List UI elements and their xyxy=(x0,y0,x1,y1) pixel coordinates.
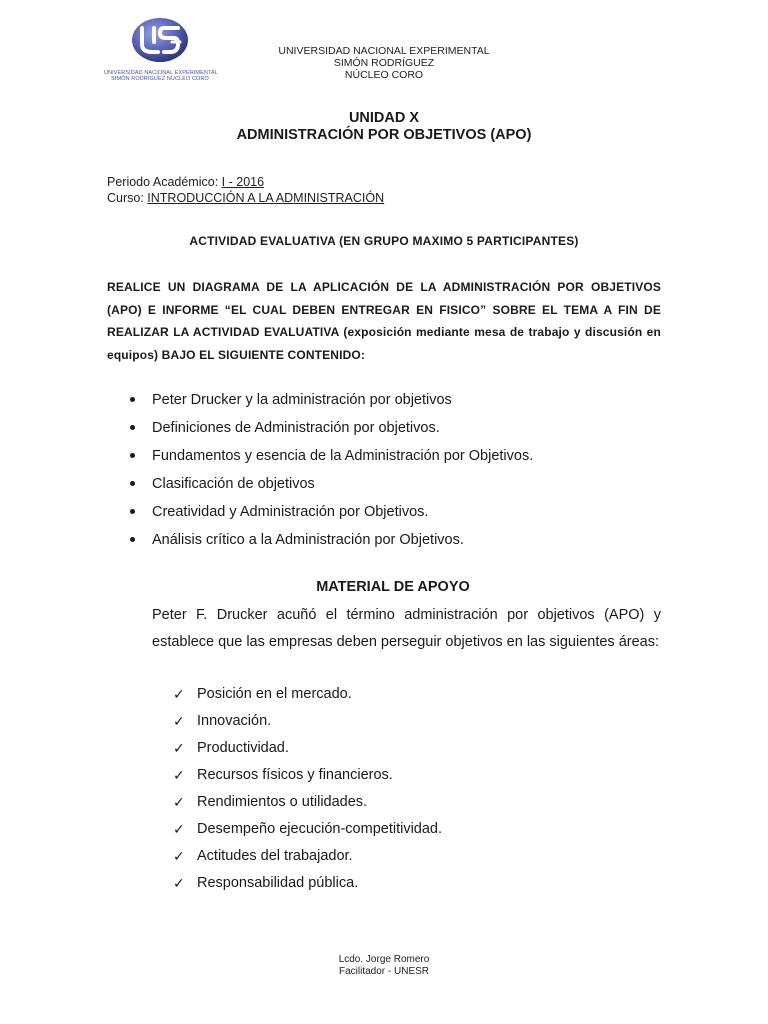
area-text: Productividad. xyxy=(197,740,289,756)
area-text: Actitudes del trabajador. xyxy=(197,848,353,864)
logo-caption-line1: UNIVERSIDAD NACIONAL EXPERIMENTAL xyxy=(104,70,218,76)
course-row xyxy=(107,191,384,207)
institution-header xyxy=(234,45,534,81)
list-item xyxy=(128,417,533,445)
logo-caption xyxy=(104,70,216,82)
list-item xyxy=(173,764,442,791)
list-item xyxy=(128,473,533,501)
list-item xyxy=(128,445,533,473)
logo-caption-line2: SIMÓN RODRÍGUEZ NÚCLEO CORO xyxy=(111,76,209,82)
area-text: Responsabilidad pública. xyxy=(197,875,359,891)
bullet-icon xyxy=(130,397,135,402)
period-row xyxy=(107,175,384,191)
material-heading: MATERIAL DE APOYO xyxy=(316,579,470,595)
bullet-icon xyxy=(130,425,135,430)
activity-heading: ACTIVIDAD EVALUATIVA (EN GRUPO MAXIMO 5 PARTICIPANTES) xyxy=(189,234,579,248)
list-item xyxy=(173,872,442,899)
area-text: Innovación. xyxy=(197,713,272,729)
document-title xyxy=(0,110,768,144)
bullet-icon xyxy=(130,481,135,486)
institution-line3: NÚCLEO CORO xyxy=(344,69,424,81)
list-item xyxy=(173,818,442,845)
period-label: Periodo Académico: xyxy=(107,175,222,189)
checkmark-icon: ✓ xyxy=(173,821,185,837)
list-item xyxy=(173,737,442,764)
footer-role: Facilitador - UNESR xyxy=(338,965,430,977)
checkmark-icon: ✓ xyxy=(173,848,185,864)
list-item xyxy=(173,710,442,737)
subject-title: ADMINISTRACIÓN POR OBJETIVOS (APO) xyxy=(236,127,532,143)
topics-list xyxy=(128,389,533,557)
topic-text: Clasificación de objetivos xyxy=(152,476,315,492)
instruction-paragraph: REALICE UN DIAGRAMA DE LA APLICACIÓN DE LA ADMINISTRACIÓN POR OBJETIVOS (APO) E INFORME “EL CUAL DEBEN ENTREGAR EN FISICO” SOBRE EL TEMA A FIN DE REALIZAR LA ACTIVIDAD EVALUATIVA (exposición mediante mesa de trabajo y discusión en equipos) BAJO EL SIGUIENTE CONTENIDO: xyxy=(107,280,661,362)
list-item xyxy=(128,529,533,557)
course-label: Curso: xyxy=(107,190,148,205)
course-value: INTRODUCCIÓN A LA ADMINISTRACIÓN xyxy=(147,190,385,205)
areas-checklist xyxy=(173,683,442,899)
footer-name: Lcdo. Jorge Romero xyxy=(338,954,430,965)
checkmark-icon: ✓ xyxy=(173,686,185,702)
area-text: Recursos físicos y financieros. xyxy=(197,767,393,783)
topic-text: Peter Drucker y la administración por objetivos xyxy=(152,392,452,408)
unit-title: UNIDAD X xyxy=(348,110,420,126)
period-value: I - 2016 xyxy=(221,175,265,189)
checkmark-icon: ✓ xyxy=(173,794,185,810)
bullet-icon xyxy=(130,537,135,542)
course-meta xyxy=(107,175,384,206)
checkmark-icon: ✓ xyxy=(173,875,185,891)
institution-line1: UNIVERSIDAD NACIONAL EXPERIMENTAL xyxy=(278,45,490,57)
area-text: Posición en el mercado. xyxy=(197,686,352,702)
institution-line2: SIMÓN RODRÍGUEZ xyxy=(333,57,435,69)
list-item xyxy=(173,845,442,872)
topic-text: Creatividad y Administración por Objetivos. xyxy=(152,504,429,520)
topic-text: Fundamentos y esencia de la Administración por Objetivos. xyxy=(152,448,534,464)
university-logo xyxy=(104,14,216,84)
list-item xyxy=(128,501,533,529)
area-text: Rendimientos o utilidades. xyxy=(197,794,368,810)
checkmark-icon: ✓ xyxy=(173,740,185,756)
checkmark-icon: ✓ xyxy=(173,767,185,783)
topic-text: Definiciones de Administración por objetivos. xyxy=(152,420,440,436)
list-item xyxy=(173,683,442,710)
list-item xyxy=(128,389,533,417)
bullet-icon xyxy=(130,453,135,458)
bullet-icon xyxy=(130,509,135,514)
area-text: Desempeño ejecución-competitividad. xyxy=(197,821,443,837)
page-footer xyxy=(0,954,768,977)
checkmark-icon: ✓ xyxy=(173,713,185,729)
topic-text: Análisis crítico a la Administración por Objetivos. xyxy=(152,532,464,548)
university-seal-icon xyxy=(128,14,192,70)
list-item xyxy=(173,791,442,818)
material-paragraph: Peter F. Drucker acuñó el término administración por objetivos (APO) y establece que las empresas deben perseguir objetivos en las siguientes áreas: xyxy=(152,607,661,650)
